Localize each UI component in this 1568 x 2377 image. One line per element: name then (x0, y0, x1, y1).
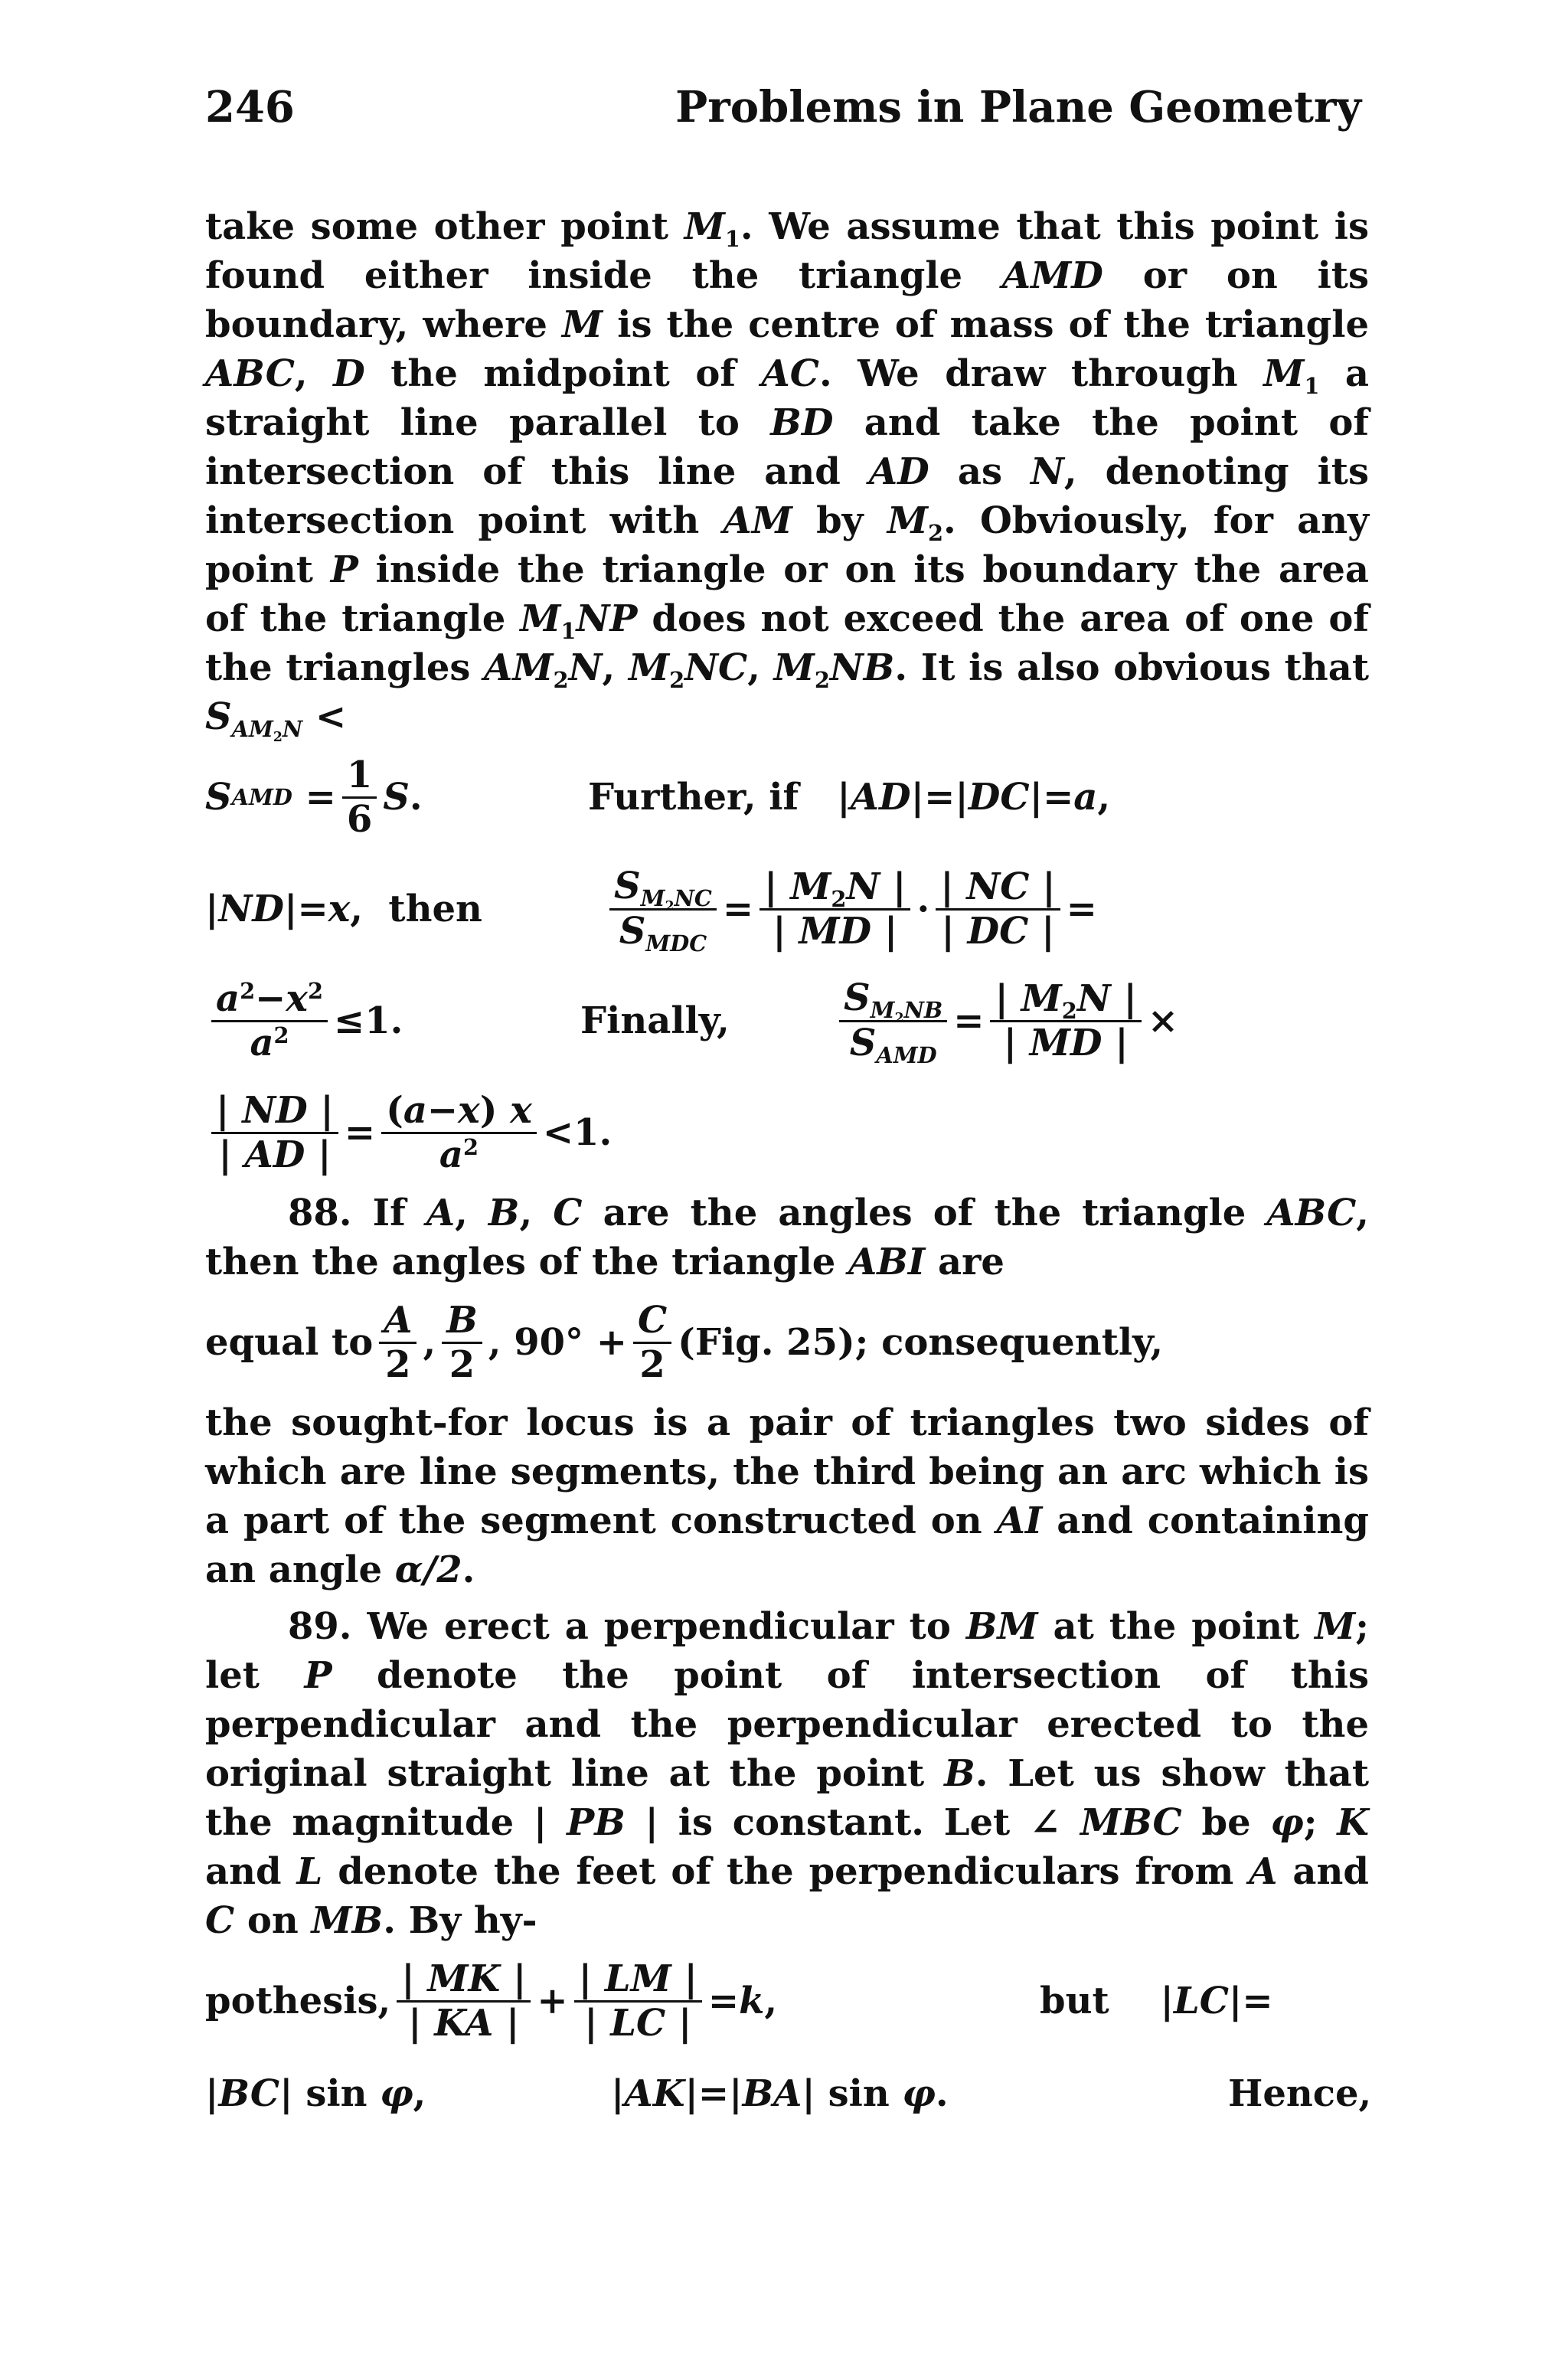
math-line-hypothesis (205, 1945, 1369, 2057)
ak-expression: | AK | = | BA | sin φ . (611, 2072, 949, 2115)
area-equation: S AMD = $\frac{1}{6}$ S . (205, 754, 423, 841)
further-clause: Further, if | AD | = | DC | = a , (588, 776, 1111, 819)
paragraph-continuation: take some other point $M_1$. We assume that this point is found either inside the triangle AMD or on its boundary, where M is the centre of mass of the triangle ABC, D the midpoint of AC. We draw through $M_1$ a straight line parallel to BD and take the point of intersection of this line and AD as N, denoting its intersection point with AM by $M_2$. Obviously, for any point P inside the triangle or on its boundary the area of the triangle $M_1NP$ does not exceed the area of one of the triangles $AM_2N$, $M_2NC$, $M_2NB$. It is also obvious that $S_{AM_2N}$ < (205, 205, 1370, 746)
finally-word: Finally, (580, 999, 730, 1042)
math-line-last (205, 2057, 1372, 2130)
paragraph-88: 88. If A, B, C are the angles of the triangle ABC, then the angles of the triangle ABI are (205, 1192, 1369, 1283)
page-header (205, 77, 1361, 138)
hypothesis-equation: pothesis, $\frac{| MK |}{| KA |}$ + $\frac{| LM |}{| LC |}$ = k , (205, 1957, 778, 2045)
page-number: 246 (205, 82, 295, 132)
fraction-one-sixth: $\frac{1}{6}$ (342, 756, 377, 839)
math-line-1 (205, 741, 1369, 853)
hence-word: Hence, (1228, 2072, 1372, 2115)
area-ratio-mnc: $\frac{S_{M_2NC}}{S_{MDC}}$ = $\frac{| M_2N |}{| MD |}$ · $\frac{| NC |}{| DC |}$ = (603, 853, 1097, 965)
math-line-2 (205, 853, 1369, 965)
paragraph-88-cont: the sought-for locus is a pair of triangles two sides of which are line segments, the third being an arc which is a part of the segment constructed on AI and containing an angle α/2. (205, 1401, 1369, 1591)
nd-definition: | ND | = x , then (205, 888, 482, 930)
but-clause: but | LC | = (1040, 1980, 1273, 2022)
angles-expression: equal to $\frac{A}{2}$ , $\frac{B}{2}$ , 90° + $\frac{C}{2}$ (Fig. 25); consequently, (205, 1299, 1164, 1386)
lc-expression: | BC | sin φ , (205, 2072, 426, 2115)
math-line-4 (205, 1077, 1369, 1188)
problem-number-89: 89. (288, 1605, 352, 1648)
problem-number-88: 88. (288, 1192, 352, 1234)
final-inequality: $\frac{| ND |}{| AD |}$ = $\frac{(a-x) x}{a^2}$ < 1 . (205, 1077, 612, 1188)
inequality-le-one: $\frac{a^2-x^2}{a^2}$ ≤ 1 . (205, 965, 403, 1077)
page-body (205, 202, 1372, 2130)
running-title: Problems in Plane Geometry (675, 82, 1361, 132)
area-ratio-mnb: $\frac{S_{M_2NB}}{S_{AMD}}$ = $\frac{| M_2N |}{| MD |}$ × (833, 965, 1178, 1077)
math-line-angles (205, 1287, 1369, 1398)
paragraph-89: 89. We erect a perpendicular to BM at the point M; let P denote the point of intersection of this perpendicular and the perpendicular erected to the original straight line at the point B. Let us show that the magnitude | PB | is constant. Let ∠ MBC be φ; K and L denote the feet of the perpendiculars from A and C on MB. By hy- (205, 1605, 1370, 1942)
math-line-3 (205, 965, 1369, 1077)
